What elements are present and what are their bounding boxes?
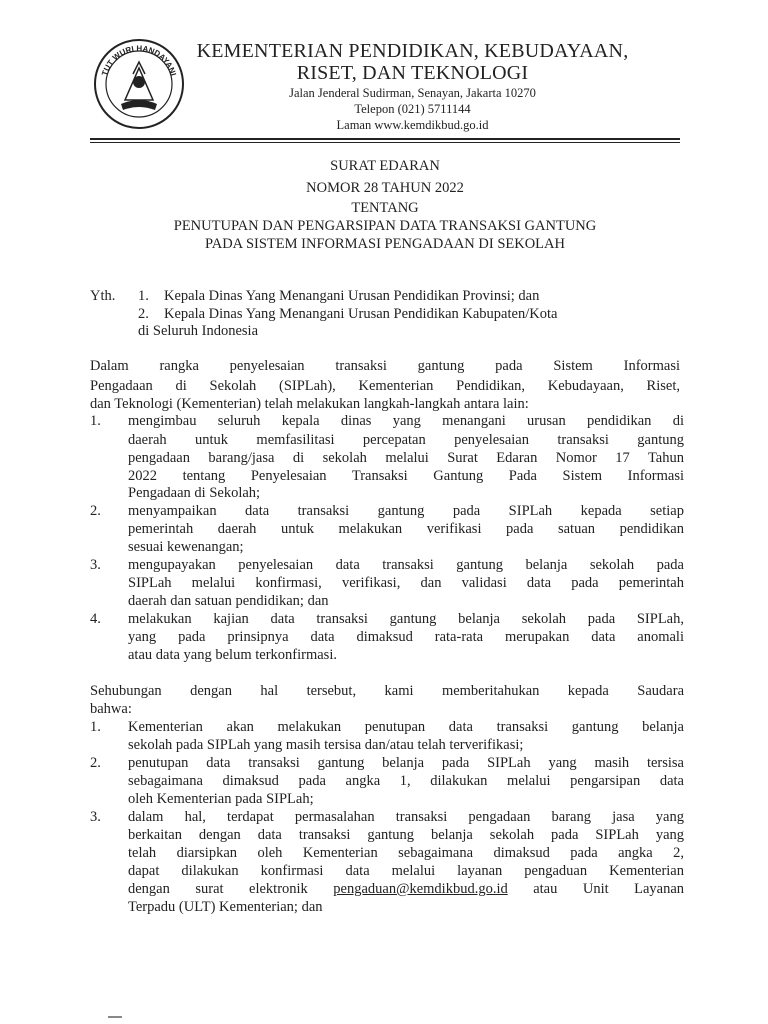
- list-item-line: atau data yang belum terkonfirmasi.: [128, 647, 337, 663]
- paragraph-line: Sehubungan dengan hal tersebut, kami memberitahukan kepada Saudara: [90, 683, 684, 699]
- paragraph-line: dan Teknologi (Kementerian) telah melakukan langkah-langkah antara lain:: [90, 396, 529, 412]
- list-item-line: sebagaimana dimaksud pada angka 1, dilakukan melalui pengarsipan data: [128, 773, 684, 789]
- list-number: 2.: [90, 755, 101, 771]
- list-item-line: Kementerian akan melakukan penutupan data transaksi gantung belanja: [128, 719, 684, 735]
- list-item-line-with-email: [128, 881, 684, 898]
- list-item-line: yang pada prinsipnya data dimaksud rata-rata merupakan data anomali: [128, 629, 684, 645]
- page-mark: [108, 1016, 122, 1018]
- ministry-name-line2: RISET, DAN TEKNOLOGI: [296, 62, 529, 84]
- letterhead-divider: [90, 138, 680, 140]
- list-number: 3.: [90, 557, 101, 573]
- document-number: NOMOR 28 TAHUN 2022: [306, 180, 464, 196]
- list-item-line: penutupan data transaksi gantung belanja pada SIPLah yang masih tersisa: [128, 755, 684, 771]
- list-item-line: 2022 tentang Penyelesaian Transaksi Gantung Pada Sistem Informasi: [128, 468, 684, 484]
- list-item-line: melakukan kajian data transaksi gantung belanja sekolah pada SIPLah,: [128, 611, 684, 627]
- list-item-line: sekolah pada SIPLah yang masih tersisa dan/atau telah terverifikasi;: [128, 737, 524, 753]
- list-item-line: dalam hal, terdapat permasalahan transaksi pengadaan barang jasa yang: [128, 809, 684, 825]
- email-suffix: atau Unit Layanan: [533, 881, 685, 897]
- addressee-text: Kepala Dinas Yang Menangani Urusan Pendidikan Provinsi; dan: [164, 288, 540, 304]
- ministry-address: Jalan Jenderal Sudirman, Senayan, Jakarta 10270: [289, 86, 536, 100]
- list-item-line: telah diarsipkan oleh Kementerian sebagaimana dimaksud pada angka 2,: [128, 845, 684, 861]
- tut-wuri-handayani-logo: [93, 38, 185, 130]
- list-item-line: Pengadaan di Sekolah;: [128, 485, 261, 501]
- addressee-number: 2.: [138, 306, 149, 322]
- list-item-line: dapat dilakukan konfirmasi data melalui layanan pengaduan Kementerian: [128, 863, 684, 879]
- document-type: SURAT EDARAN: [330, 158, 440, 174]
- list-item-line: daerah untuk memfasilitasi percepatan penyelesaian transaksi gantung: [128, 432, 684, 448]
- document-about: TENTANG: [351, 200, 419, 216]
- list-item-line: SIPLah melalui konfirmasi, verifikasi, dan validasi data pada pemerintah: [128, 575, 684, 591]
- list-item-line: berkaitan dengan data transaksi gantung belanja sekolah pada SIPLah yang: [128, 827, 684, 843]
- addressee-suffix: di Seluruh Indonesia: [138, 323, 259, 339]
- list-item-line: oleh Kementerian pada SIPLah;: [128, 791, 314, 807]
- list-number: 3.: [90, 809, 101, 825]
- addressee-number: 1.: [138, 288, 149, 304]
- ministry-name-line1: KEMENTERIAN PENDIDIKAN, KEBUDAYAAN,: [196, 40, 629, 62]
- list-item-line: menyampaikan data transaksi gantung pada SIPLah kepada setiap: [128, 503, 684, 519]
- paragraph-line: bahwa:: [90, 701, 132, 717]
- svg-text:TUT WURI HANDAYANI: TUT WURI HANDAYANI: [100, 43, 178, 77]
- paragraph-line: Pengadaan di Sekolah (SIPLah), Kementerian Pendidikan, Kebudayaan, Riset,: [90, 378, 680, 394]
- complaint-email-link[interactable]: pengaduan@kemdikbud.go.id: [333, 881, 508, 897]
- ministry-website: Laman www.kemdikbud.go.id: [336, 118, 489, 132]
- paragraph-line: Dalam rangka penyelesaian transaksi gantung pada Sistem Informasi: [90, 358, 680, 374]
- document-subject-line: PENUTUPAN DAN PENGARSIPAN DATA TRANSAKSI GANTUNG: [173, 218, 597, 234]
- list-number: 4.: [90, 611, 101, 627]
- addressee-text: Kepala Dinas Yang Menangani Urusan Pendidikan Kabupaten/Kota: [164, 306, 558, 322]
- letterhead-divider-thin: [90, 142, 680, 143]
- email-prefix: dengan surat elektronik: [128, 881, 308, 897]
- list-item-line: mengupayakan penyelesaian data transaksi gantung belanja sekolah pada: [128, 557, 684, 573]
- list-item-line: sesuai kewenangan;: [128, 539, 244, 555]
- list-item-line: Terpadu (ULT) Kementerian; dan: [128, 899, 323, 915]
- addressee-label: Yth.: [90, 288, 116, 304]
- list-item-line: pemerintah daerah untuk melakukan verifikasi pada satuan pendidikan: [128, 521, 684, 537]
- list-item-line: mengimbau seluruh kepala dinas yang menangani urusan pendidikan di: [128, 413, 684, 429]
- document-subject-line: PADA SISTEM INFORMASI PENGADAAN DI SEKOLAH: [205, 236, 565, 252]
- ministry-phone: Telepon (021) 5711144: [354, 102, 471, 116]
- list-item-line: daerah dan satuan pendidikan; dan: [128, 593, 329, 609]
- list-number: 1.: [90, 413, 101, 429]
- list-item-line: pengadaan barang/jasa di sekolah melalui Surat Edaran Nomor 17 Tahun: [128, 450, 684, 466]
- list-number: 1.: [90, 719, 101, 735]
- list-number: 2.: [90, 503, 101, 519]
